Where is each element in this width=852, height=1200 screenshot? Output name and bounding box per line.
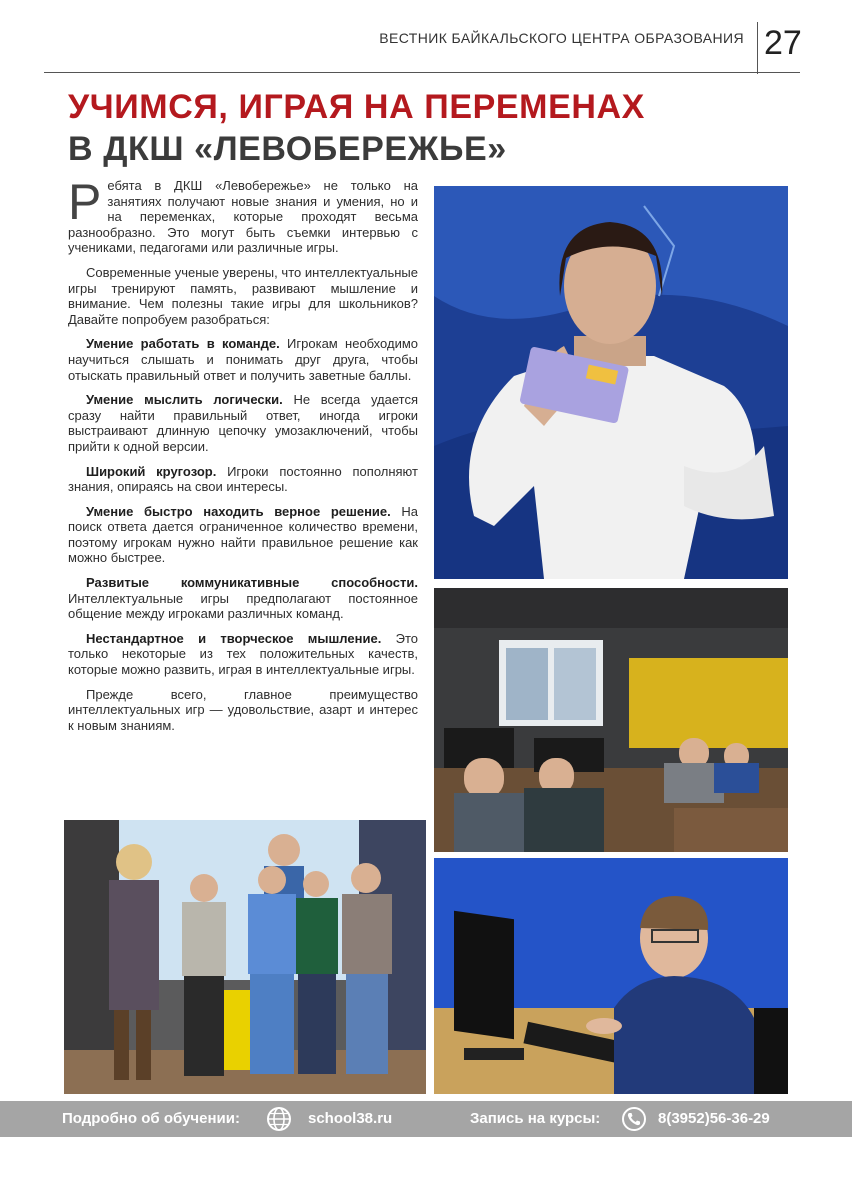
intro-paragraph xyxy=(68,174,418,256)
drop-cap: Р xyxy=(68,174,102,230)
item-text: Это только некоторые из тех положительных качеств, которые можно развить, играя в интеллектуальные игры. xyxy=(68,630,418,678)
header-separator xyxy=(757,22,758,74)
item-heading: Развитые коммуникативные способности. xyxy=(86,575,418,591)
article-title-line1: УЧИМСЯ, ИГРАЯ НА ПЕРЕМЕНАХ xyxy=(68,88,645,126)
list-item xyxy=(68,464,418,495)
header-rule xyxy=(44,72,800,73)
intro-text: ебята в ДКШ «Левобережье» не только на занятиях получают новые знания и умения, но и на переменках, которые проходят весьма разнообразно. Это могут быть съемки интервью с учениками, педагогами или различные игры. xyxy=(68,178,418,256)
list-item xyxy=(68,575,418,622)
photo-computer-classroom xyxy=(434,588,788,852)
website-link[interactable]: school38.ru xyxy=(308,1110,393,1127)
item-heading: Умение мыслить логически. xyxy=(86,392,283,408)
photo-girl-with-card xyxy=(434,186,788,579)
item-text: Интеллектуальные игры предполагают постоянное общение между игроками различных команд. xyxy=(68,590,418,622)
item-heading: Умение быстро находить верное решение. xyxy=(86,503,391,519)
footer-bar xyxy=(0,1101,852,1137)
list-item xyxy=(68,392,418,454)
list-item xyxy=(68,504,418,566)
list-item xyxy=(68,336,418,383)
closing-paragraph: Прежде всего, главное преимущество интеллектуальных игр — удовольствие, азарт и интерес к новым знаниям. xyxy=(68,686,418,733)
article-body xyxy=(68,174,419,742)
phone-number[interactable]: 8(3952)56-36-29 xyxy=(658,1110,770,1127)
item-heading: Умение работать в команде. xyxy=(86,336,280,352)
article-title-line2: В ДКШ «ЛЕВОБЕРЕЖЬЕ» xyxy=(68,130,507,168)
item-text: На поиск ответа дается ограниченное количество времени, поэтому игрокам нужно найти правильное решение как можно быстрее. xyxy=(68,503,419,566)
photo-group xyxy=(64,820,426,1094)
item-text: Игрокам необходимо научиться слышать и понимать друг друга, чтобы отыскать правильный ответ и получить заветные баллы. xyxy=(68,336,418,383)
item-heading: Широкий кругозор. xyxy=(86,463,217,479)
footer-signup-label: Запись на курсы: xyxy=(470,1110,601,1127)
page-number: 27 xyxy=(764,24,802,62)
photo-boy-at-computer xyxy=(434,858,788,1094)
list-item xyxy=(68,631,418,678)
globe-icon xyxy=(266,1106,292,1132)
phone-icon xyxy=(621,1106,647,1132)
magazine-title: ВЕСТНИК БАЙКАЛЬСКОГО ЦЕНТРА ОБРАЗОВАНИЯ xyxy=(379,30,744,46)
paragraph-2: Современные ученые уверены, что интеллектуальные игры тренируют память, развивают мышление и внимание. Чем полезны такие игры для школьников? Давайте попробуем разобраться: xyxy=(68,264,418,327)
item-text: Игроки постоянно пополняют знания, опираясь на свои интересы. xyxy=(68,463,418,495)
footer-info-label: Подробно об обучении: xyxy=(62,1110,240,1127)
item-heading: Нестандартное и творческое мышление. xyxy=(86,630,382,646)
item-text: Не всегда удается сразу найти правильный ответ, иногда игроки выстраивают длинную цепочку умозаключений, чтобы прийти к одной версии. xyxy=(68,392,418,454)
